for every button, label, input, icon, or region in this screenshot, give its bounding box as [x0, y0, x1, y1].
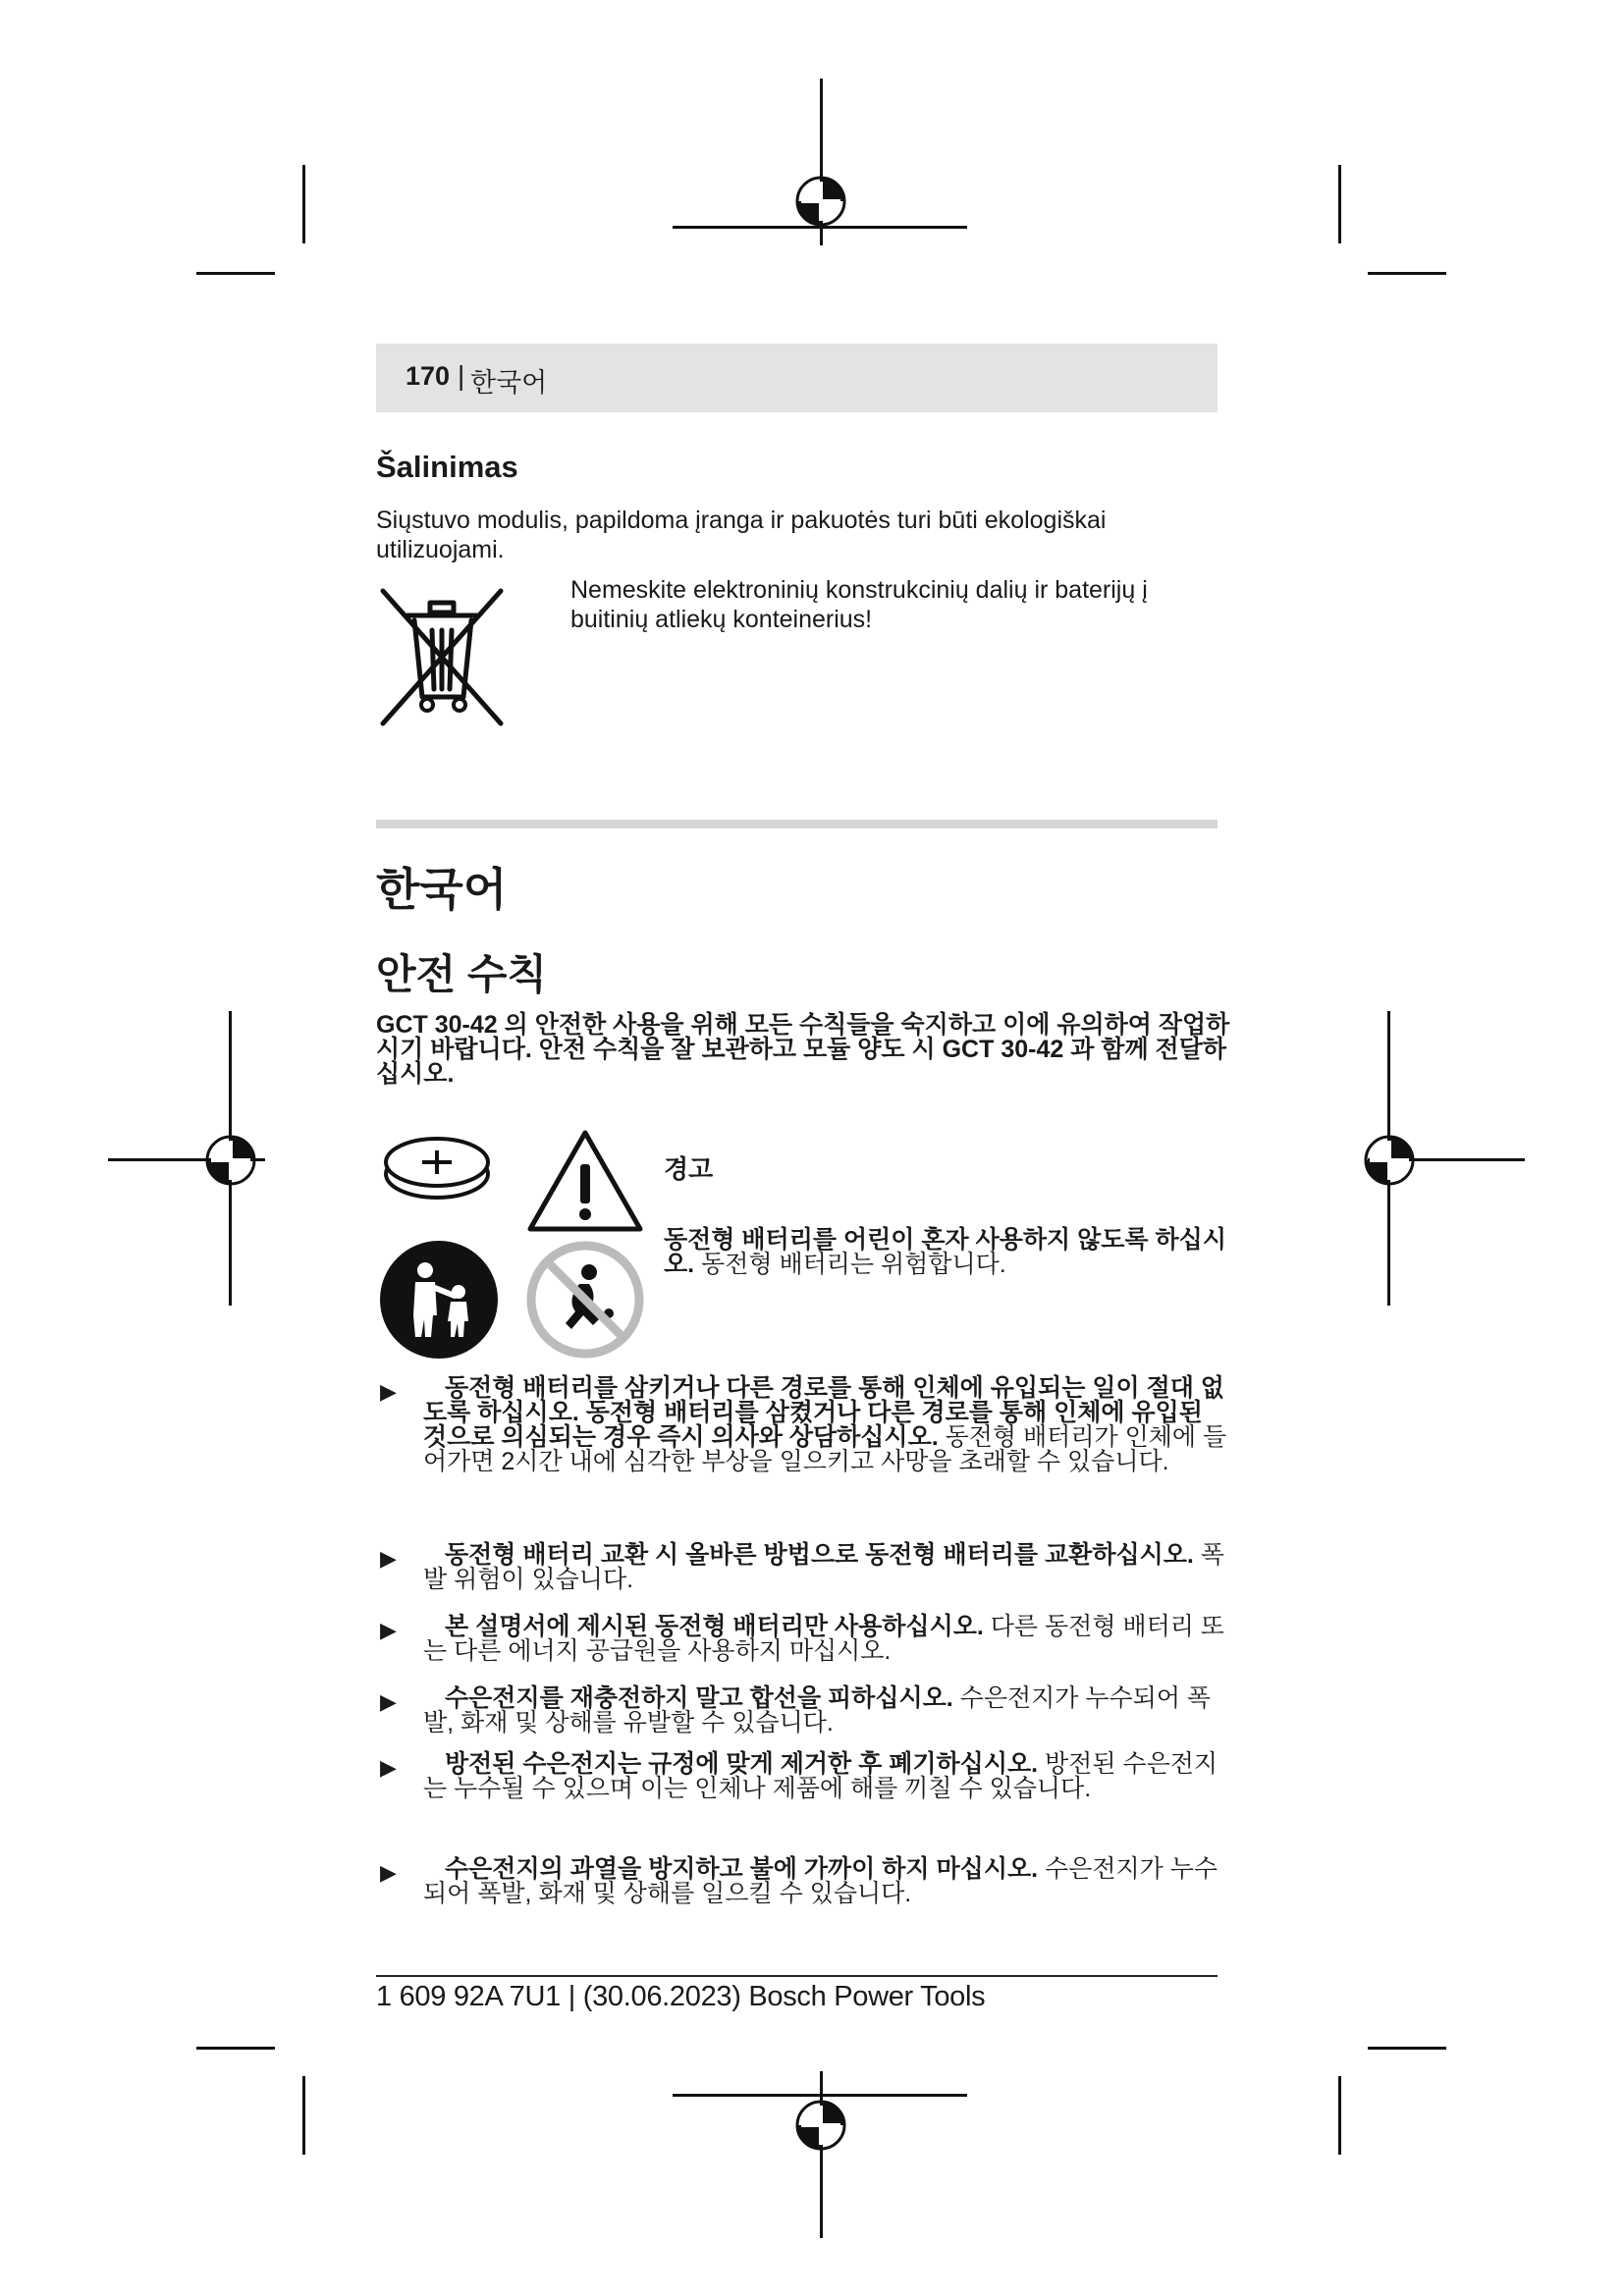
section-divider [376, 820, 1218, 828]
crossed-bin-icon [373, 581, 511, 728]
bullet-triangle-icon: ▶ [380, 1546, 397, 1571]
footer-rule [376, 1975, 1218, 1977]
bullet-triangle-icon: ▶ [380, 1755, 397, 1780]
header-separator: | [458, 360, 465, 391]
bullet-triangle-icon: ▶ [380, 1618, 397, 1642]
bullet-triangle-icon: ▶ [380, 1689, 397, 1714]
adult-child-icon [378, 1239, 500, 1361]
safety-intro: GCT 30-42 의 안전한 사용을 위해 모든 수칙들을 숙지하고 이에 유의하여 작업하시기 바랍니다. 안전 수칙을 잘 보관하고 모듈 양도 시 GCT 30-42 과 함께 전달하십시오. [376, 1011, 1230, 1088]
page-footer: 1 609 92A 7U1 | (30.06.2023) Bosch Power Tools [376, 1981, 986, 2012]
battery-warning-text: 동전형 배터리는 위험합니다. [694, 1251, 1006, 1278]
page-number: 170 [406, 361, 451, 391]
registration-target-icon [201, 1131, 260, 1190]
coin-battery-icon [378, 1129, 496, 1207]
safety-heading: 안전 수칙 [376, 951, 547, 997]
battery-warning [664, 1228, 1228, 1277]
language-heading: 한국어 [376, 864, 508, 915]
bullet-triangle-icon: ▶ [380, 1860, 397, 1885]
safety-bullet: ▶ 동전형 배터리 교환 시 올바른 방법으로 동전형 배터리를 교환하십시오. 폭발 위험이 있습니다. [380, 1541, 1224, 1593]
battery-warning-bold: 동전형 배터리를 어린이 혼자 사용하지 않도록 하십시오. [664, 1226, 1226, 1278]
registration-target-icon [1360, 1131, 1419, 1190]
safety-bullet: ▶ 동전형 배터리를 삼키거나 다른 경로를 통해 인체에 유입되는 일이 절대 없도록 하십시오. 동전형 배터리를 삼켰거나 다른 경로를 통해 인체에 유입된 것으로 의심되는 경우 즉시 의사와 상담하십시오. 동전형 배터리가 인체에 들어가면 2시간 내에 심각한 부상을 일으키고 사망을 초래할 수 있습니다. [380, 1374, 1227, 1475]
registration-target-icon [791, 172, 850, 231]
safety-bullet: ▶ 본 설명서에 제시된 동전형 배터리만 사용하십시오. 다른 동전형 배터리 또는 다른 에너지 공급원을 사용하지 마십시오. [380, 1613, 1224, 1665]
no-child-icon [524, 1239, 646, 1361]
warning-label: 경고 [664, 1154, 714, 1184]
bullet-triangle-icon: ▶ [380, 1379, 397, 1404]
page-header [376, 344, 1218, 412]
safety-bullet: ▶ 수은전지를 재충전하지 말고 합선을 피하십시오. 수은전지가 누수되어 폭발, 화재 및 상해를 유발할 수 있습니다. [380, 1684, 1212, 1736]
weee-notice: Nemeskite elektroninių konstrukcinių dalių ir baterijų į buitinių atliekų konteinerius! [570, 576, 1148, 633]
header-language: 한국어 [470, 368, 548, 398]
disposal-paragraph: Siųstuvo modulis, papildoma įranga ir pakuotės turi būti ekologiškai utilizuojami. [376, 507, 1107, 563]
safety-bullet: ▶ 수은전지의 과열을 방지하고 불에 가까이 하지 마십시오. 수은전지가 누수되어 폭발, 화재 및 상해를 일으킬 수 있습니다. [380, 1855, 1218, 1907]
registration-target-icon [791, 2096, 850, 2155]
warning-triangle-icon [524, 1127, 646, 1235]
disposal-heading: Šalinimas [376, 450, 518, 484]
safety-bullet: ▶ 방전된 수은전지는 규정에 맞게 제거한 후 폐기하십시오. 방전된 수은전지는 누수될 수 있으며 이는 인체나 제품에 해를 끼칠 수 있습니다. [380, 1750, 1218, 1802]
